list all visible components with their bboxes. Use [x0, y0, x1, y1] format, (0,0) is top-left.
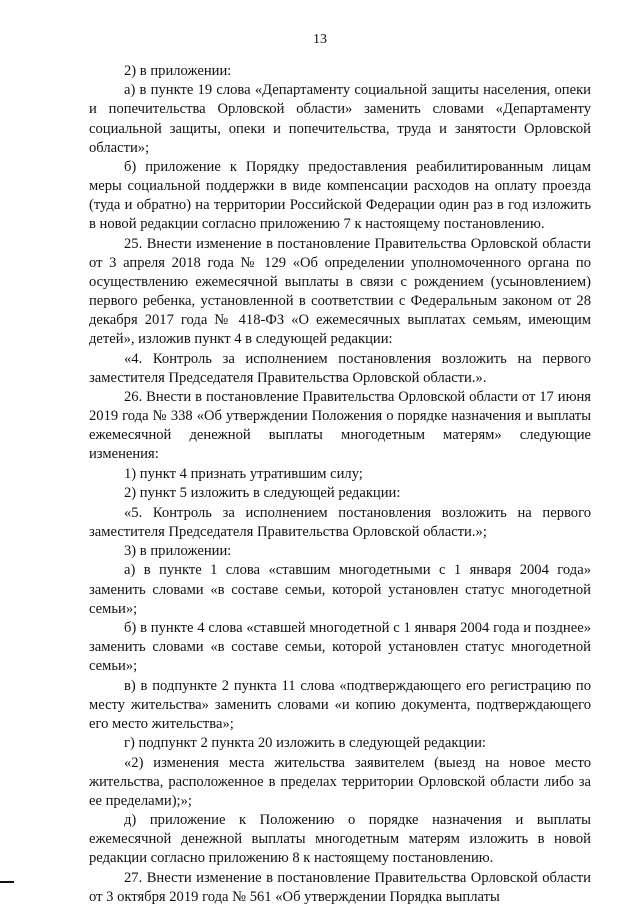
paragraph-26-subitem-v: в) в подпункте 2 пункта 11 слова «подтверждающего его регистрацию по месту жительства» заменить словами «и копию документа, подтверждающего его место жительства»; [89, 677, 591, 732]
paragraph-item-25: 25. Внести изменение в постановление Правительства Орловской области от 3 апреля 2018 года № 129 «Об определении уполномоченного органа по осуществлению ежемесячной выплаты в связи с рождением (усыновлением) первого ребенка, установленной в соответствии с Федеральным законом от 28 декабря 2017 года № 418-ФЗ «О ежемесячных выплатах семьям, имеющим детей», изложив пункт 4 в следующей редакции: [89, 235, 591, 348]
paragraph-item-25-quote: «4. Контроль за исполнением постановления возложить на первого заместителя Председателя Правительства Орловской области.». [89, 350, 591, 386]
page-number: 13 [313, 32, 327, 47]
paragraph-item-2-heading: 2) в приложении: [124, 63, 232, 79]
paragraph-subitem-a-19: а) в пункте 19 слова «Департаменту социальной защиты населения, опеки и попечительства Орловской области» заменить словами «Департаменту социальной защиты, опеки и попечительства, труда и занятости Орловской области»; [89, 82, 591, 156]
paragraph-26-point-3: 3) в приложении: [124, 543, 232, 560]
paragraph-26-subitem-g: г) подпункт 2 пункта 20 изложить в следующей редакции: [124, 735, 486, 752]
paragraph-26-point-1: 1) пункт 4 признать утратившим силу; [124, 465, 363, 482]
paragraph-26-subitem-d: д) приложение к Положению о порядке назначения и выплаты ежемесячной денежной выплаты многодетным матерям изложить в новой редакции согласно приложению 8 к настоящему постановлению. [89, 812, 591, 867]
paragraph-26-subitem-g-quote: «2) изменения места жительства заявителем (выезд на новое место жительства, расположенное в пределах территории Орловской области либо за ее пределами);»; [89, 754, 591, 809]
document-body [89, 62, 591, 907]
paragraph-item-26: 26. Внести в постановление Правительства Орловской области от 17 июня 2019 года № 338 «Об утверждении Положения о порядке назначения и выплаты ежемесячной денежной выплаты многодетным матерям» следующие изменения: [89, 389, 591, 463]
margin-mark [0, 881, 14, 883]
paragraph-26-subitem-a: а) в пункте 1 слова «ставшим многодетными с 1 января 2004 года» заменить словами «в составе семьи, которой установлен статус многодетной семьи»; [89, 562, 591, 617]
paragraph-item-27: 27. Внести изменение в постановление Правительства Орловской области от 3 октября 2019 года № 561 «Об утверждении Порядка выплаты [89, 869, 591, 905]
paragraph-subitem-b-annex: б) приложение к Порядку предоставления реабилитированным лицам меры социальной поддержки в виде компенсации расходов на оплату проезда (туда и обратно) на территории Российской Федерации один раз в год изложить в новой редакции согласно приложению 7 к настоящему постановлению. [89, 159, 591, 233]
paragraph-26-subitem-b: б) в пункте 4 слова «ставшей многодетной с 1 января 2004 года и позднее» заменить словами «в составе семьи, которой установлен статус многодетной семьи»; [89, 619, 591, 675]
paragraph-26-point-2: 2) пункт 5 изложить в следующей редакции: [124, 485, 401, 502]
paragraph-26-point-2-quote: «5. Контроль за исполнением постановления возложить на первого заместителя Председателя Правительства Орловской области.»; [89, 504, 591, 540]
